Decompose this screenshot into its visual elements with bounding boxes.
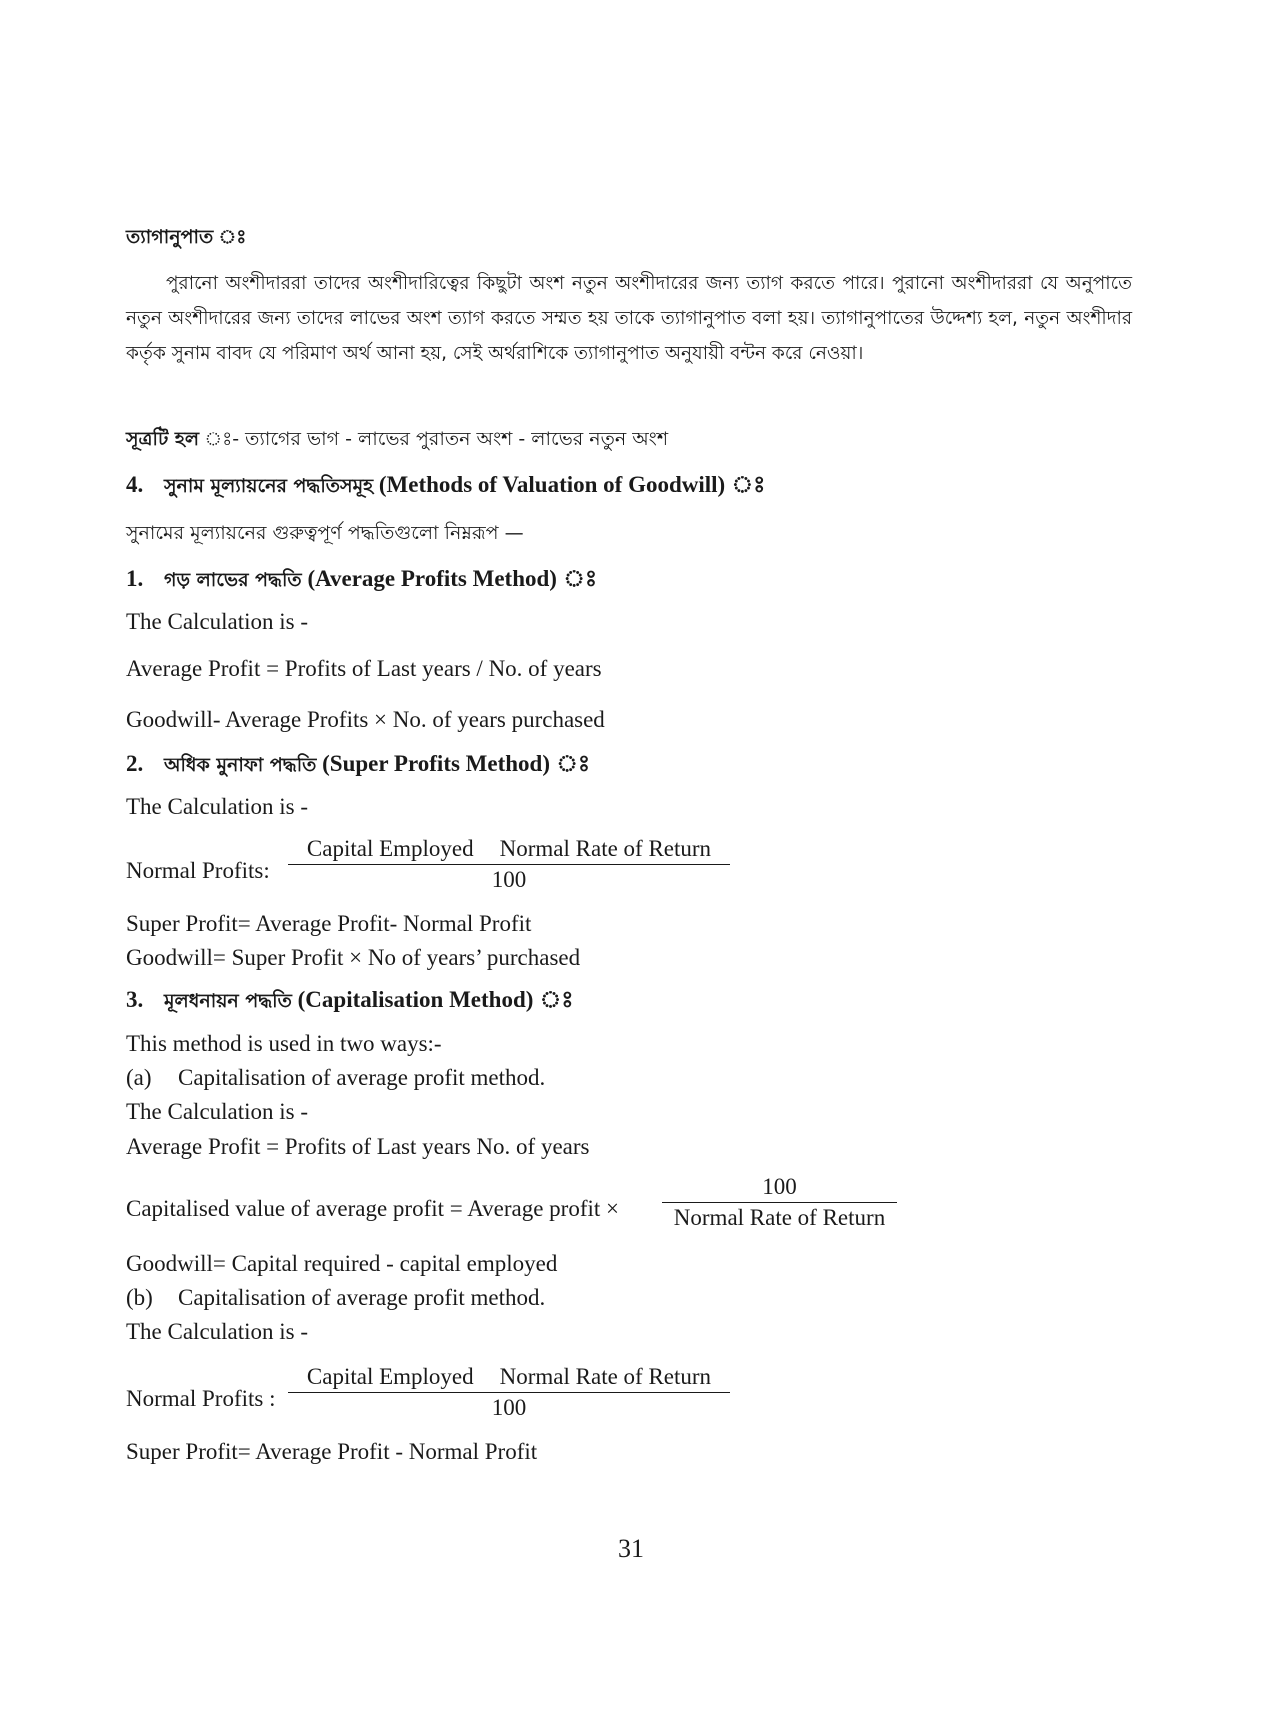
heading-bengali: সুনাম মূল্যায়নের পদ্ধতিসমূহ (164, 475, 374, 497)
normal-profits-label: Normal Profits : (126, 1386, 276, 1411)
page-number: 31 (618, 1534, 644, 1563)
heading-bengali: অধিক মুনাফা পদ্ধতি (164, 754, 317, 776)
goodwill-formula: Goodwill- Average Profits × No. of years purchased (126, 707, 605, 732)
formula-note (126, 424, 668, 454)
fraction-numerator: Capital Employed Normal Rate of Return (288, 836, 730, 865)
heading-bengali: গড় লাভের পদ্ধতি (164, 569, 302, 591)
normal-profits-label: Normal Profits: (126, 858, 270, 883)
fraction-denominator: 100 (491, 867, 527, 892)
heading-methods-of-valuation (126, 470, 765, 501)
super-profit-formula: Super Profit= Average Profit- Normal Profit (126, 911, 532, 936)
super-profit-formula: Super Profit= Average Profit - Normal Profit (126, 1439, 538, 1464)
goodwill-formula: Goodwill= Capital required - capital employed (126, 1251, 558, 1276)
list-item-label: (b) (126, 1285, 153, 1310)
normal-profits-fraction (288, 1364, 730, 1421)
calculation-label: The Calculation is - (126, 609, 309, 634)
calculation-label: The Calculation is - (126, 1319, 309, 1344)
list-item-label: (a) (126, 1065, 152, 1090)
calculation-label: The Calculation is - (126, 794, 309, 819)
calculation-label: The Calculation is - (126, 1099, 309, 1124)
heading-english: (Average Profits Method) ঃ (301, 566, 598, 591)
method-usage-text: This method is used in two ways:- (126, 1031, 442, 1056)
capitalised-value-fraction (662, 1174, 897, 1231)
capitalised-value-formula (126, 1174, 926, 1244)
heading-bengali: মূলধনায়ন পদ্ধতি (164, 990, 292, 1012)
fraction-numerator: Capital Employed Normal Rate of Return (288, 1364, 730, 1393)
list-item-b (126, 1283, 545, 1313)
normal-profits-formula (126, 836, 746, 906)
formula-note-text: ঃ- ত্যাগের ভাগ - লাভের পুরাতন অংশ - লাভের নতুন অংশ (199, 428, 669, 450)
document-page (126, 0, 1136, 1710)
capitalised-value-label: Capitalised value of average profit = Average profit × (126, 1196, 619, 1221)
fraction-denominator: 100 (491, 1395, 527, 1420)
list-item-text: Capitalisation of average profit method. (178, 1285, 546, 1310)
fraction-numerator: 100 (662, 1174, 897, 1203)
normal-profits-formula-b (126, 1364, 746, 1434)
heading-number: 3. (126, 987, 144, 1012)
heading-super-profits-method (126, 749, 590, 780)
average-profit-formula: Average Profit = Profits of Last years / No. of years (126, 656, 602, 681)
list-item-a (126, 1063, 545, 1093)
heading-english: (Methods of Valuation of Goodwill) ঃ (373, 472, 766, 497)
heading-number: 2. (126, 751, 144, 776)
heading-english: (Super Profits Method) ঃ (316, 751, 591, 776)
heading-average-profits-method (126, 564, 597, 595)
fraction-denominator: Normal Rate of Return (673, 1205, 886, 1230)
heading-number: 1. (126, 566, 144, 591)
heading-number: 4. (126, 472, 144, 497)
section-title: ত্যাগানুপাত ঃ (126, 226, 247, 248)
average-profit-formula: Average Profit = Profits of Last years No. of years (126, 1134, 590, 1159)
goodwill-formula: Goodwill= Super Profit × No of years’ purchased (126, 945, 581, 970)
list-item-text: Capitalisation of average profit method. (178, 1065, 546, 1090)
normal-profits-fraction (288, 836, 730, 893)
sacrifice-ratio-paragraph: পুরানো অংশীদাররা তাদের অংশীদারিত্বের কিছুটা অংশ নতুন অংশীদারের জন্য ত্যাগ করতে পারে। পুরানো অংশীদাররা যে অনুপাতে নতুন অংশীদারের জন্য তাদের লাভের অংশ ত্যাগ করতে সম্মত হয় তাকে ত্যাগানুপাত বলা হয়। ত্যাগানুপাতের উদ্দেশ্য হল, নতুন অংশীদার কর্তৃক সুনাম বাবদ যে পরিমাণ অর্থ আনা হয়, সেই অর্থরাশিকে ত্যাগানুপাত অনুযায়ী বন্টন করে নেওয়া। (126, 273, 1132, 364)
formula-note-label: সূত্রটি হল (126, 428, 200, 450)
heading-english: (Capitalisation Method) ঃ (291, 987, 574, 1012)
heading-capitalisation-method (126, 985, 574, 1016)
methods-intro: সুনামের মূল্যায়নের গুরুত্বপূর্ণ পদ্ধতিগুলো নিম্নরূপ — (126, 522, 524, 544)
